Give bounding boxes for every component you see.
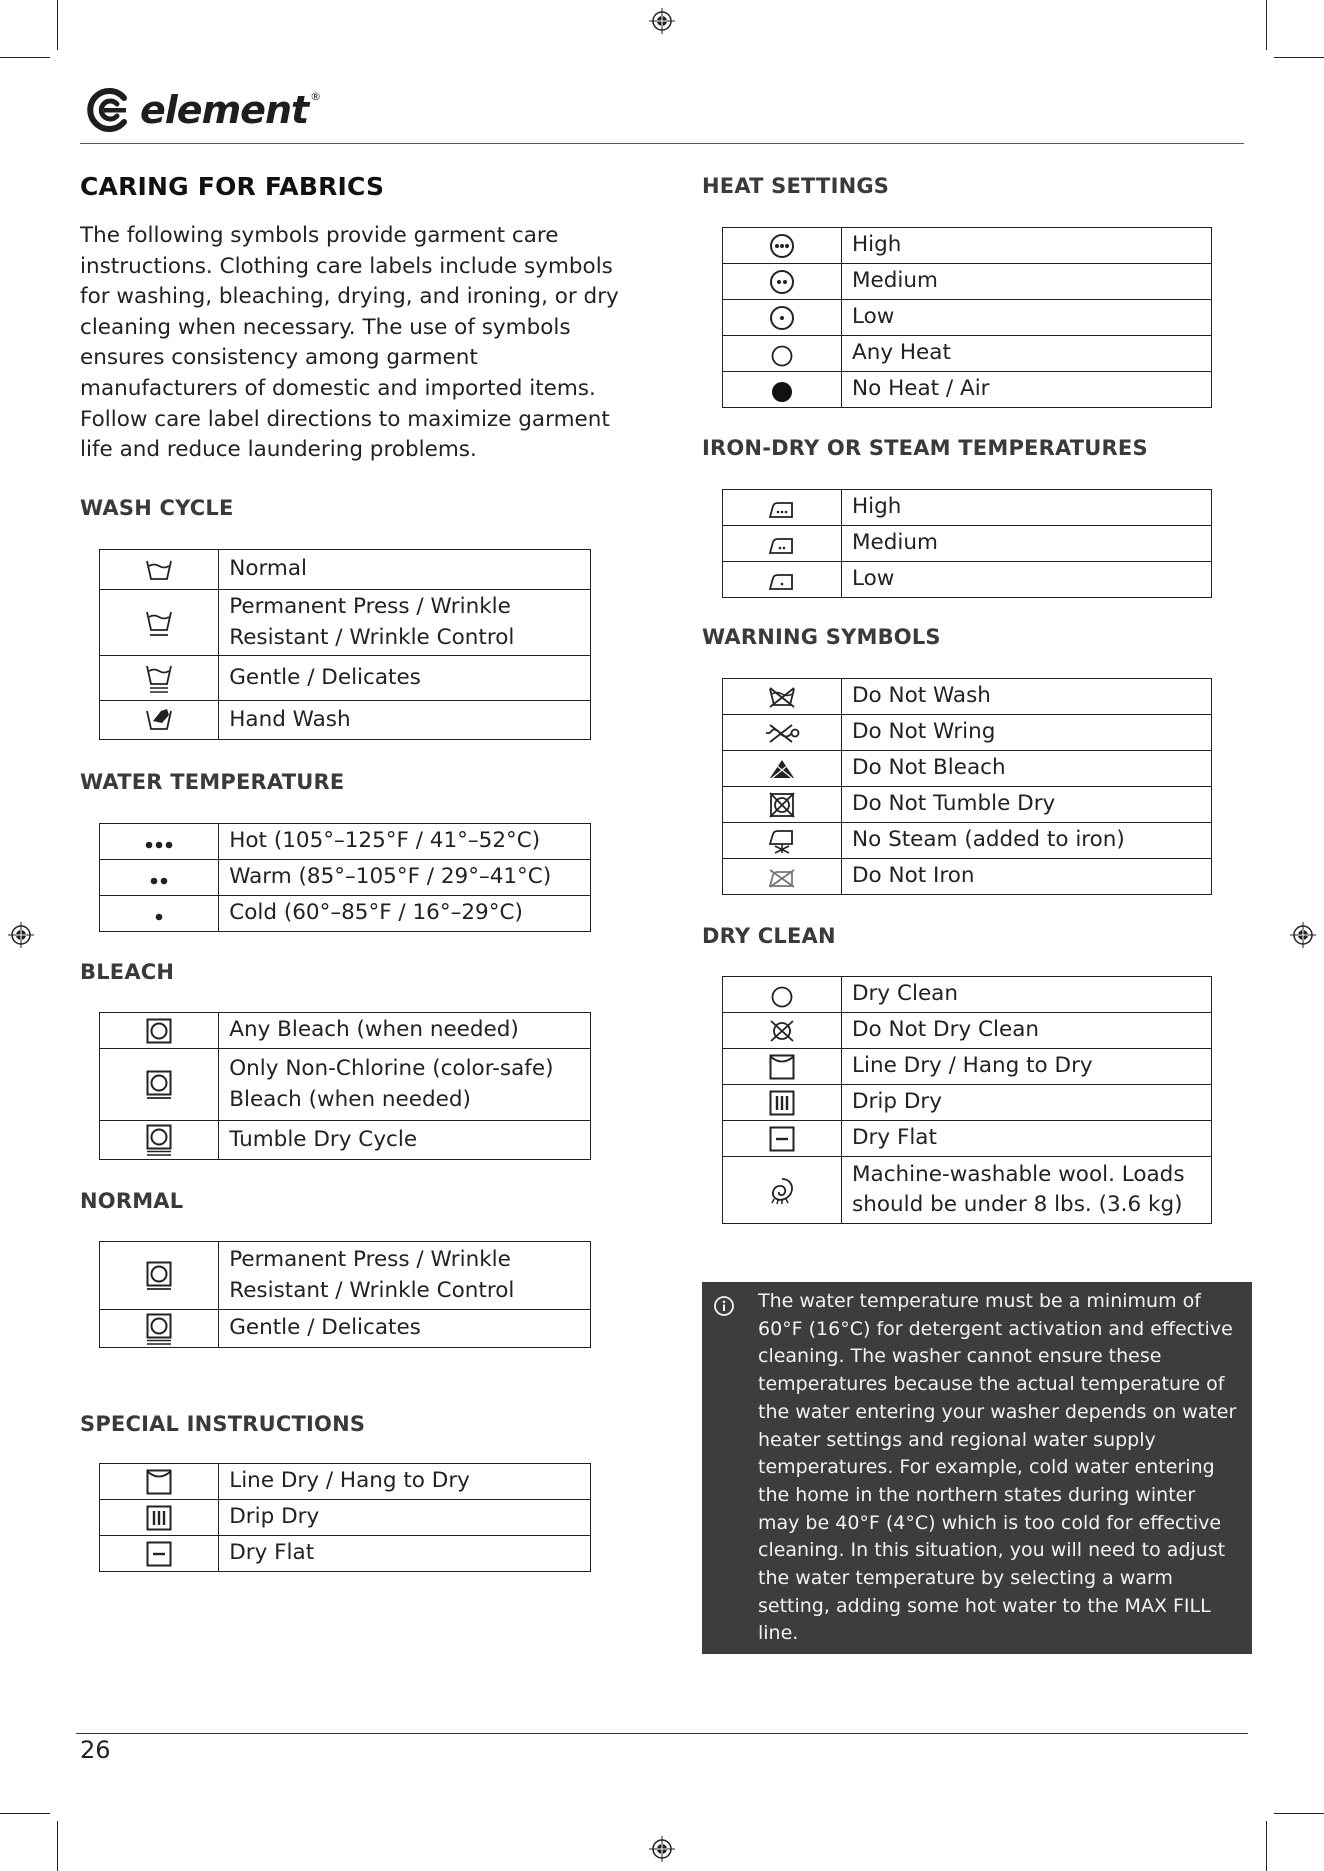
heat-settings-label: Medium — [842, 264, 1212, 300]
special-instructions-label: Line Dry / Hang to Dry — [219, 1464, 591, 1500]
info-note-text: The water temperature must be a minimum of 60°F (16°C) for detergent activation and effective cleaning. The washer cannot ensure these temperatures because the actual temperature of the water entering your washer depends on water heater settings and regional water supply temperatures. For example, cold water entering the home in the northern states during winter may be 40°F (4°C) which is too cold for effective cleaning. In this situation, you will need to adjust the water temperature by selecting a warm setting, adding some hot water to the MAX FILL line. — [758, 1290, 1237, 1645]
heat-settings-label: No Heat / Air — [842, 372, 1212, 408]
crop-mark — [57, 1821, 58, 1871]
washtub-icon — [145, 557, 173, 583]
table-row — [723, 1085, 1212, 1121]
footer-divider — [76, 1733, 1248, 1734]
drip-dry-icon — [769, 1090, 795, 1116]
wool-icon — [768, 1175, 796, 1205]
special-instructions-label: Dry Flat — [219, 1536, 591, 1572]
dry-clean-circle-icon — [769, 982, 795, 1008]
table-row — [723, 1157, 1212, 1224]
iron-two-dots-icon — [767, 532, 797, 556]
table-row — [100, 896, 591, 932]
warning-symbols-label: Do Not Bleach — [842, 751, 1212, 787]
circle-two-dots-icon — [769, 269, 795, 295]
table-row — [723, 372, 1212, 408]
crop-mark — [0, 1813, 50, 1814]
table-row — [723, 715, 1212, 751]
bleach-label: Tumble Dry Cycle — [219, 1121, 591, 1160]
heat-settings-label: Low — [842, 300, 1212, 336]
do-not-tumble-dry-icon — [769, 792, 795, 818]
wash-cycle-label: Gentle / Delicates — [219, 656, 591, 701]
iron-temperatures-table — [722, 489, 1212, 598]
table-row — [100, 701, 591, 740]
tumble-dry-gentle-icon — [146, 1313, 172, 1345]
registration-mark-icon — [8, 922, 34, 948]
iron-one-dot-icon — [767, 568, 797, 592]
table-row — [100, 1464, 591, 1500]
special-instructions-table — [99, 1463, 591, 1572]
dry-clean-label: Dry Flat — [842, 1121, 1212, 1157]
section-heading-special-instructions: SPECIAL INSTRUCTIONS — [80, 1412, 366, 1436]
water-temperature-table — [99, 823, 591, 932]
crop-mark — [57, 0, 58, 50]
line-dry-icon — [769, 1054, 795, 1080]
normal-table — [99, 1241, 591, 1348]
dry-clean-label: Do Not Dry Clean — [842, 1013, 1212, 1049]
warning-symbols-table — [722, 678, 1212, 895]
table-row — [100, 1310, 591, 1348]
heat-settings-label: Any Heat — [842, 336, 1212, 372]
table-row — [723, 264, 1212, 300]
table-row — [723, 977, 1212, 1013]
crop-mark — [0, 57, 50, 58]
table-row — [100, 1536, 591, 1572]
table-row — [723, 859, 1212, 895]
two-dots-icon — [147, 871, 171, 885]
section-heading-normal: NORMAL — [80, 1189, 184, 1213]
crop-mark — [1274, 1813, 1324, 1814]
section-heading-water-temperature: WATER TEMPERATURE — [80, 770, 345, 794]
iron-temperatures-label: Medium — [842, 526, 1212, 562]
three-dots-icon — [143, 835, 175, 849]
dry-clean-label: Drip Dry — [842, 1085, 1212, 1121]
heat-settings-label: High — [842, 228, 1212, 264]
section-heading-iron-temperatures: IRON-DRY OR STEAM TEMPERATURES — [702, 436, 1148, 460]
do-not-iron-icon — [767, 865, 797, 889]
section-heading-wash-cycle: WASH CYCLE — [80, 496, 234, 520]
warning-symbols-label: Do Not Wring — [842, 715, 1212, 751]
table-row — [723, 751, 1212, 787]
table-row — [723, 490, 1212, 526]
dry-flat-icon — [769, 1126, 795, 1152]
bleach-label: Only Non-Chlorine (color-safe) Bleach (when needed) — [219, 1049, 591, 1121]
do-not-wring-icon — [764, 721, 800, 745]
registration-mark-icon — [1290, 922, 1316, 948]
special-instructions-label: Drip Dry — [219, 1500, 591, 1536]
wash-cycle-label: Normal — [219, 550, 591, 590]
table-row — [723, 1049, 1212, 1085]
table-row — [723, 228, 1212, 264]
water-temperature-label: Cold (60°–85°F / 16°–29°C) — [219, 896, 591, 932]
table-row — [100, 824, 591, 860]
warning-symbols-label: Do Not Iron — [842, 859, 1212, 895]
table-row — [723, 1013, 1212, 1049]
registration-mark-icon — [649, 8, 675, 34]
circle-one-dot-icon — [769, 305, 795, 331]
drip-dry-icon — [146, 1505, 172, 1531]
brand-name: element — [140, 88, 309, 132]
normal-label: Permanent Press / Wrinkle Resistant / Wrinkle Control — [219, 1242, 591, 1310]
section-heading-bleach: BLEACH — [80, 960, 175, 984]
table-row — [100, 1121, 591, 1160]
wash-cycle-label: Hand Wash — [219, 701, 591, 740]
section-heading-dry-clean: DRY CLEAN — [702, 924, 836, 948]
no-steam-icon — [767, 828, 797, 854]
iron-three-dots-icon — [767, 496, 797, 520]
table-row — [100, 1013, 591, 1049]
line-dry-icon — [146, 1469, 172, 1495]
tumble-dry-permanent-press-icon — [146, 1070, 172, 1100]
section-heading-warning-symbols: WARNING SYMBOLS — [702, 625, 941, 649]
wash-cycle-label: Permanent Press / Wrinkle Resistant / Wrinkle Control — [219, 590, 591, 656]
table-row — [100, 590, 591, 656]
table-row — [723, 526, 1212, 562]
washtub-permanent-press-icon — [145, 608, 173, 638]
crop-mark — [1266, 0, 1267, 50]
do-not-dry-clean-icon — [768, 1018, 796, 1044]
warning-symbols-label: Do Not Wash — [842, 679, 1212, 715]
iron-temperatures-label: High — [842, 490, 1212, 526]
table-row — [100, 550, 591, 590]
tumble-dry-icon — [146, 1018, 172, 1044]
table-row — [723, 562, 1212, 598]
page-number: 26 — [80, 1736, 111, 1764]
iron-temperatures-label: Low — [842, 562, 1212, 598]
info-icon — [713, 1295, 735, 1317]
dry-clean-table — [722, 976, 1212, 1224]
dry-flat-icon — [146, 1541, 172, 1567]
crop-mark — [1266, 1821, 1267, 1871]
element-logo-icon — [84, 86, 132, 134]
table-row — [723, 336, 1212, 372]
hand-wash-icon — [145, 707, 173, 733]
info-note — [702, 1282, 1252, 1654]
header-divider — [80, 143, 1244, 144]
bleach-table — [99, 1012, 591, 1160]
warning-symbols-label: No Steam (added to iron) — [842, 823, 1212, 859]
tumble-dry-permanent-press-icon — [146, 1261, 172, 1291]
dry-clean-label: Machine-washable wool. Loads should be under 8 lbs. (3.6 kg) — [842, 1157, 1212, 1224]
registration-mark-icon — [649, 1836, 675, 1862]
section-heading-heat-settings: HEAT SETTINGS — [702, 174, 890, 198]
dry-clean-label: Line Dry / Hang to Dry — [842, 1049, 1212, 1085]
dry-clean-label: Dry Clean — [842, 977, 1212, 1013]
table-row — [723, 300, 1212, 336]
table-row — [723, 1121, 1212, 1157]
table-row — [723, 823, 1212, 859]
heat-settings-table — [722, 227, 1212, 408]
circle-three-dots-icon — [769, 233, 795, 259]
warning-symbols-label: Do Not Tumble Dry — [842, 787, 1212, 823]
crop-mark — [1274, 57, 1324, 58]
table-row — [100, 1049, 591, 1121]
table-row — [723, 787, 1212, 823]
normal-label: Gentle / Delicates — [219, 1310, 591, 1348]
page-title: CARING FOR FABRICS — [80, 172, 385, 201]
bleach-label: Any Bleach (when needed) — [219, 1013, 591, 1049]
one-dot-icon — [152, 907, 166, 921]
tumble-dry-gentle-icon — [146, 1124, 172, 1156]
table-row — [723, 679, 1212, 715]
do-not-bleach-icon — [768, 757, 796, 781]
circle-filled-icon — [769, 377, 795, 403]
circle-empty-icon — [769, 341, 795, 367]
table-row — [100, 1500, 591, 1536]
registered-mark: ® — [310, 89, 322, 103]
intro-paragraph: The following symbols provide garment care instructions. Clothing care labels include symbols for washing, bleaching, drying, and ironing, or dry cleaning when necessary. The use of symbols ensures consistency among garment manufacturers of domestic and imported items. Follow care label directions to maximize garment life and reduce laundering problems. — [80, 223, 619, 463]
table-row — [100, 860, 591, 896]
wash-cycle-table — [99, 549, 591, 740]
do-not-wash-icon — [767, 685, 797, 709]
water-temperature-label: Hot (105°–125°F / 41°–52°C) — [219, 824, 591, 860]
water-temperature-label: Warm (85°–105°F / 29°–41°C) — [219, 860, 591, 896]
table-row — [100, 1242, 591, 1310]
brand-logo — [84, 84, 321, 136]
washtub-gentle-icon — [145, 662, 173, 694]
table-row — [100, 656, 591, 701]
